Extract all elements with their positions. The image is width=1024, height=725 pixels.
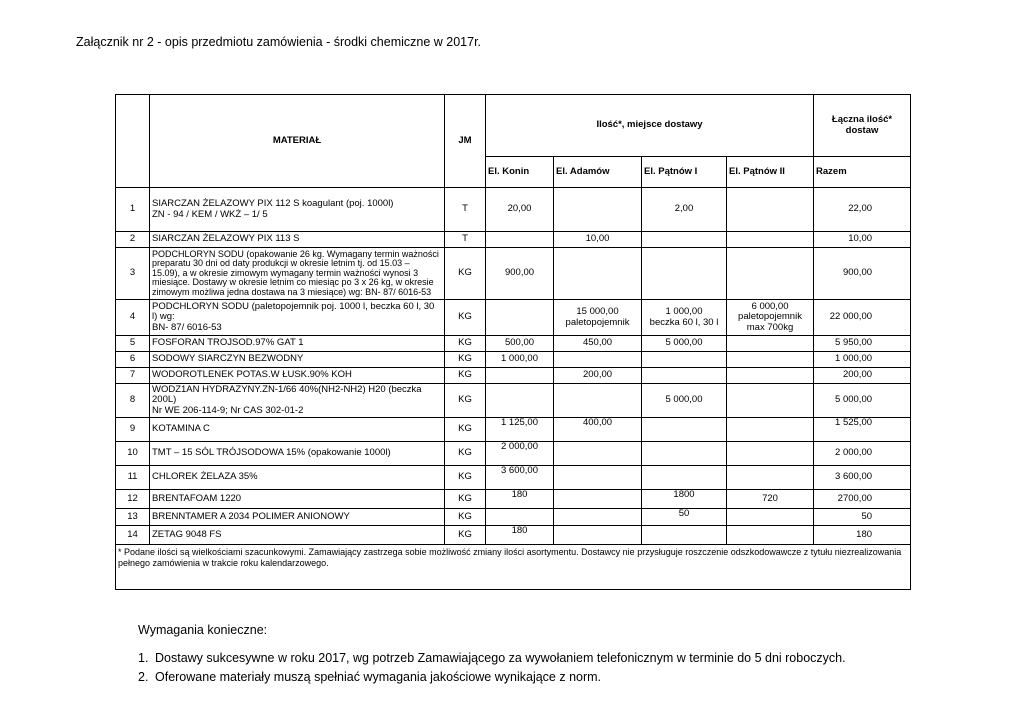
material-name xyxy=(150,248,445,300)
qty-adamow xyxy=(554,248,642,300)
qty-patnow2 xyxy=(727,509,814,526)
unit: KG xyxy=(445,384,486,418)
qty-patnow2 xyxy=(727,248,814,300)
qty-konin: 3 600,00 xyxy=(486,466,554,490)
cell-line: preparatu 30 dni od daty produkcji w okresie letnim tj. od 15.03 – xyxy=(152,258,410,269)
unit: KG xyxy=(445,490,486,509)
qty-patnow1 xyxy=(642,466,727,490)
qty-konin xyxy=(486,509,554,526)
cell-line: paletopojemnik xyxy=(565,316,630,328)
row-number: 6 xyxy=(116,352,150,368)
cell-line: paletopojemnik xyxy=(738,311,802,323)
qty-patnow2 xyxy=(727,418,814,442)
qty-patnow2 xyxy=(727,300,814,336)
row-number: 11 xyxy=(116,466,150,490)
cell-line: 1 000,00 xyxy=(665,306,703,318)
material-name xyxy=(150,466,445,490)
header-adamow: El. Adamów xyxy=(554,157,642,188)
row-number: 12 xyxy=(116,490,150,509)
cell-line: ZN - 94 / KEM / WKŻ – 1/ 5 xyxy=(152,208,268,220)
qty-adamow xyxy=(554,384,642,418)
qty-total: 1 000,00 xyxy=(814,352,911,368)
qty-konin: 1 125,00 xyxy=(486,418,554,442)
qty-patnow1: 2,00 xyxy=(642,188,727,232)
row-number: 2 xyxy=(116,232,150,248)
requirement-item xyxy=(138,670,846,689)
cell-line: 15.09), a w okresie zimowym wymagany termin ważności wynosi 3 xyxy=(152,267,419,278)
qty-total: 22 000,00 xyxy=(814,300,911,336)
qty-patnow1 xyxy=(642,248,727,300)
row-number: 9 xyxy=(116,418,150,442)
qty-patnow1 xyxy=(642,232,727,248)
table-row xyxy=(116,526,911,545)
row-number: 14 xyxy=(116,526,150,545)
cell-line: zimowym możliwa jedna dostawa na 3 miesiące) wg: BN- 87/ 6016-53 xyxy=(152,286,432,297)
qty-patnow2 xyxy=(727,384,814,418)
qty-total: 3 600,00 xyxy=(814,466,911,490)
row-number: 13 xyxy=(116,509,150,526)
requirement-text: Dostawy sukcesywne w roku 2017, wg potrzeb Zamawiającego za wywołaniem telefonicznym w terminie do 5 dni roboczych. xyxy=(155,651,846,665)
table-row xyxy=(116,490,911,509)
unit: KG xyxy=(445,509,486,526)
qty-patnow1 xyxy=(642,300,727,336)
header-razem: Razem xyxy=(814,157,911,188)
table-row xyxy=(116,368,911,384)
cell-line: FOSFORAN TROJSOD.97% GAT 1 xyxy=(152,337,304,349)
qty-konin: 20,00 xyxy=(486,188,554,232)
cell-line: KOTAMINA C xyxy=(152,423,210,435)
cell-line: ZETAG 9048 FS xyxy=(152,528,222,540)
qty-patnow1 xyxy=(642,352,727,368)
material-name xyxy=(150,368,445,384)
qty-patnow1 xyxy=(642,526,727,545)
material-name xyxy=(150,384,445,418)
row-number: 4 xyxy=(116,300,150,336)
qty-patnow2 xyxy=(727,352,814,368)
unit: KG xyxy=(445,526,486,545)
qty-adamow xyxy=(554,442,642,466)
cell-line: SIARCZAN ŻELAZOWY PIX 112 S koagulant (poj. 1000l) xyxy=(152,198,394,210)
requirements-title: Wymagania konieczne: xyxy=(138,623,268,637)
header-jm: JM xyxy=(445,95,486,188)
qty-total: 5 000,00 xyxy=(814,384,911,418)
qty-konin: 180 xyxy=(486,490,554,509)
table-row xyxy=(116,352,911,368)
footnote: * Podane ilości są wielkościami szacunkowymi. Zamawiający zastrzega sobie możliwość zmiany ilości asortymentu. Dostawcy nie przysługuje roszczenie odszkodowawcze z tytułu niezrealizowania pełnego zamówienia w trakcie roku kalendarzowego. xyxy=(116,545,911,590)
row-number: 10 xyxy=(116,442,150,466)
requirement-text: Oferowane materiały muszą spełniać wymagania jakościowe wynikające z norm. xyxy=(155,670,602,684)
header-no xyxy=(116,95,150,188)
qty-patnow2 xyxy=(727,442,814,466)
cell-line: CHLOREK ŻELAZA 35% xyxy=(152,471,258,483)
qty-adamow xyxy=(554,490,642,509)
cell-line: BRENNTAMER A 2034 POLIMER ANIONOWY xyxy=(152,510,350,522)
unit: KG xyxy=(445,248,486,300)
material-name xyxy=(150,490,445,509)
cell-line: 6 000,00 xyxy=(751,301,789,313)
qty-konin xyxy=(486,300,554,336)
header-total-group: Łączna ilość* dostaw xyxy=(814,95,911,157)
qty-total: 1 525,00 xyxy=(814,418,911,442)
unit: KG xyxy=(445,418,486,442)
header-patnow2: El. Pątnów II xyxy=(727,157,814,188)
qty-patnow2: 720 xyxy=(727,490,814,509)
qty-patnow1: 50 xyxy=(642,509,727,526)
table-row xyxy=(116,232,911,248)
table-row xyxy=(116,188,911,232)
cell-line: beczka 60 l, 30 l xyxy=(649,316,719,328)
table-row xyxy=(116,300,911,336)
requirement-number: 2. xyxy=(138,670,149,684)
row-number: 8 xyxy=(116,384,150,418)
qty-patnow2 xyxy=(727,368,814,384)
row-number: 5 xyxy=(116,336,150,352)
qty-patnow2 xyxy=(727,336,814,352)
cell-line: 15 000,00 xyxy=(576,306,619,318)
table-row xyxy=(116,384,911,418)
qty-total: 180 xyxy=(814,526,911,545)
qty-adamow xyxy=(554,509,642,526)
requirement-item xyxy=(138,651,846,670)
qty-konin: 500,00 xyxy=(486,336,554,352)
unit: T xyxy=(445,188,486,232)
qty-konin: 900,00 xyxy=(486,248,554,300)
qty-konin: 180 xyxy=(486,526,554,545)
header-patnow1: El. Pątnów I xyxy=(642,157,727,188)
qty-patnow1 xyxy=(642,418,727,442)
cell-line: PODCHLORYN SODU (paletopojemnik poj. 1000 l, beczka 60 l, 30 l) wg: xyxy=(152,301,435,323)
qty-total: 2 000,00 xyxy=(814,442,911,466)
header-konin: El. Konin xyxy=(486,157,554,188)
material-name xyxy=(150,336,445,352)
qty-total: 2700,00 xyxy=(814,490,911,509)
qty-adamow xyxy=(554,188,642,232)
qty-patnow2 xyxy=(727,232,814,248)
qty-total: 200,00 xyxy=(814,368,911,384)
qty-total: 50 xyxy=(814,509,911,526)
requirement-number: 1. xyxy=(138,651,149,665)
row-number: 1 xyxy=(116,188,150,232)
row-number: 7 xyxy=(116,368,150,384)
table-row xyxy=(116,442,911,466)
material-name xyxy=(150,300,445,336)
qty-adamow: 450,00 xyxy=(554,336,642,352)
unit: KG xyxy=(445,442,486,466)
qty-total: 22,00 xyxy=(814,188,911,232)
cell-line: SIARCZAN ŻELAZOWY PIX 113 S xyxy=(152,233,300,245)
cell-line: miesiące. Dostawy w okresie letnim co miesiąc po 3 x 26 kg, w okresie xyxy=(152,277,434,288)
cell-line: PODCHLORYN SODU (opakowanie 26 kg. Wymagany termin ważności xyxy=(152,248,439,259)
cell-line: SODOWY SIARCZYN BEZWODNY xyxy=(152,353,304,365)
unit: KG xyxy=(445,336,486,352)
qty-konin: 1 000,00 xyxy=(486,352,554,368)
header-material: MATERIAŁ xyxy=(150,95,445,188)
qty-konin xyxy=(486,368,554,384)
header-quantity-group: Ilość*, miejsce dostawy xyxy=(486,95,814,157)
row-number: 3 xyxy=(116,248,150,300)
page-title: Załącznik nr 2 - opis przedmiotu zamówienia - środki chemiczne w 2017r. xyxy=(76,35,482,49)
material-name xyxy=(150,188,445,232)
footnote-row xyxy=(116,545,911,590)
material-name xyxy=(150,442,445,466)
qty-total: 5 950,00 xyxy=(814,336,911,352)
qty-adamow: 400,00 xyxy=(554,418,642,442)
qty-patnow1 xyxy=(642,442,727,466)
cell-line: WODZ1AN HYDRAZYNY.ZN-1/66 40%(NH2-NH2) H20 (beczka 200L) xyxy=(152,384,422,406)
material-name xyxy=(150,352,445,368)
table-row xyxy=(116,509,911,526)
qty-adamow xyxy=(554,526,642,545)
unit: T xyxy=(445,232,486,248)
table-row xyxy=(116,418,911,442)
qty-patnow1: 5 000,00 xyxy=(642,336,727,352)
qty-konin xyxy=(486,232,554,248)
qty-adamow xyxy=(554,466,642,490)
materials-table xyxy=(115,94,911,590)
qty-patnow2 xyxy=(727,526,814,545)
material-name xyxy=(150,509,445,526)
cell-line: Nr WE 206-114-9; Nr CAS 302-01-2 xyxy=(152,404,304,416)
qty-total: 10,00 xyxy=(814,232,911,248)
qty-konin: 2 000,00 xyxy=(486,442,554,466)
requirements-list xyxy=(138,651,846,689)
header-row xyxy=(116,95,911,157)
cell-line: WODOROTLENEK POTAS.W ŁUSK.90% KOH xyxy=(152,369,352,381)
unit: KG xyxy=(445,352,486,368)
table-row xyxy=(116,466,911,490)
qty-adamow: 200,00 xyxy=(554,368,642,384)
material-name xyxy=(150,232,445,248)
unit: KG xyxy=(445,466,486,490)
cell-line: BRENTAFOAM 1220 xyxy=(152,492,242,504)
qty-patnow1 xyxy=(642,368,727,384)
unit: KG xyxy=(445,300,486,336)
cell-line: TMT – 15 SÓL TRÓJSODOWA 15% (opakowanie 1000l) xyxy=(152,447,391,459)
qty-patnow2 xyxy=(727,188,814,232)
unit: KG xyxy=(445,368,486,384)
qty-patnow2 xyxy=(727,466,814,490)
qty-adamow xyxy=(554,352,642,368)
qty-adamow xyxy=(554,300,642,336)
material-name xyxy=(150,526,445,545)
table-body xyxy=(116,188,911,545)
material-name xyxy=(150,418,445,442)
cell-line: max 700kg xyxy=(746,321,794,333)
cell-line: BN- 87/ 6016-53 xyxy=(152,321,222,333)
table-row xyxy=(116,336,911,352)
qty-konin xyxy=(486,384,554,418)
qty-total: 900,00 xyxy=(814,248,911,300)
qty-adamow: 10,00 xyxy=(554,232,642,248)
table-row xyxy=(116,248,911,300)
qty-patnow1: 5 000,00 xyxy=(642,384,727,418)
qty-patnow1: 1800 xyxy=(642,490,727,509)
